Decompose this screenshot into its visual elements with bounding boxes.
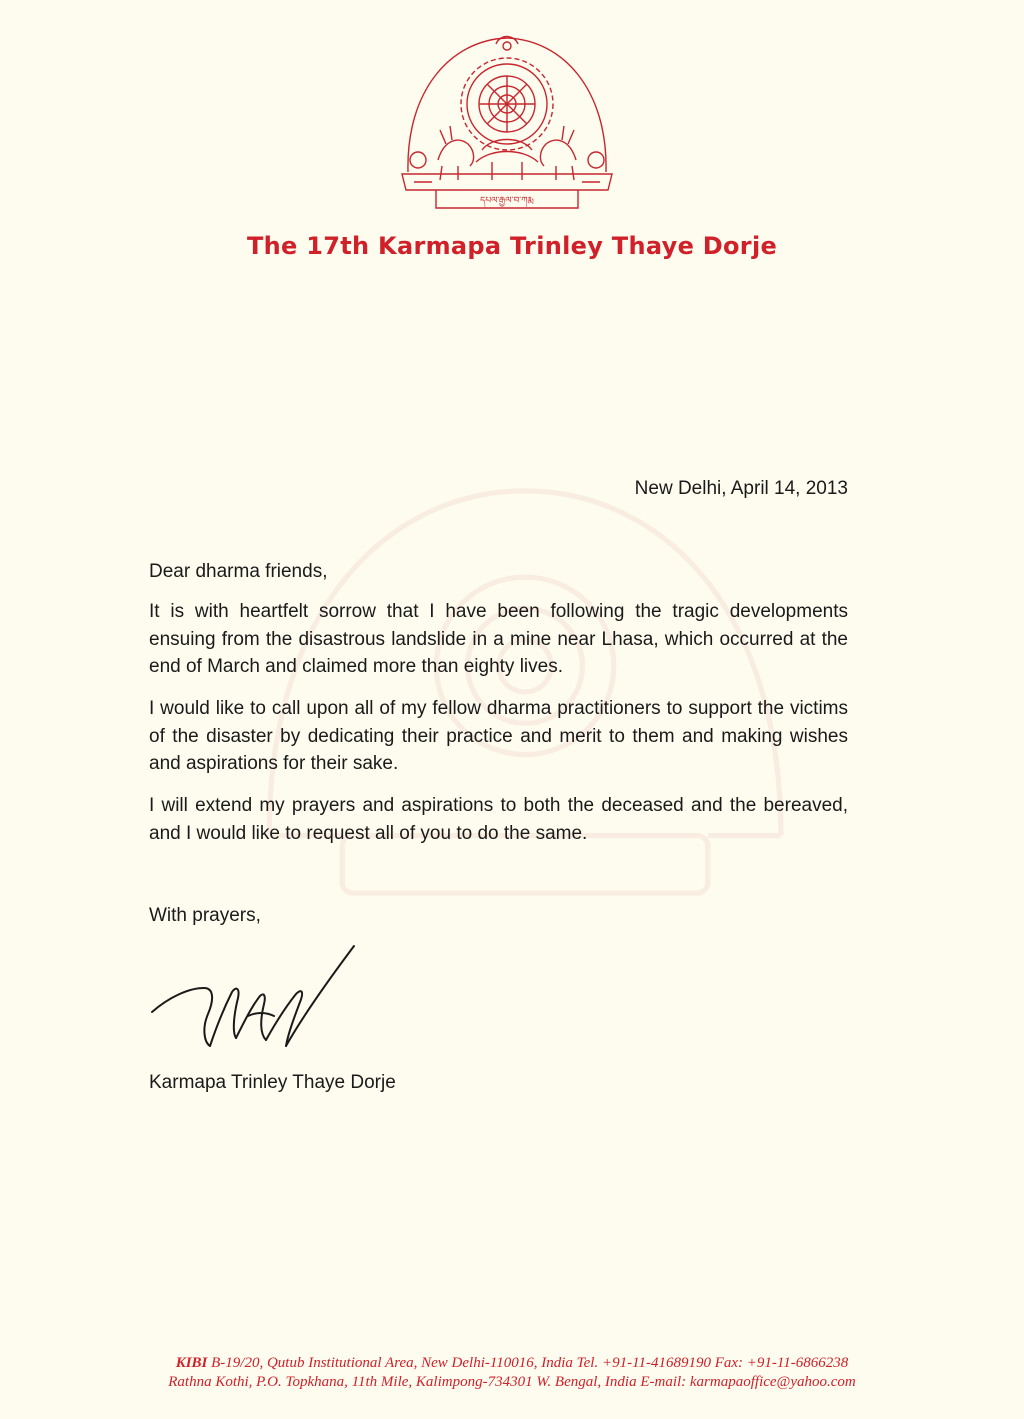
- body-paragraph-1: It is with heartfelt sorrow that I have been following the tragic developments ensuing from the disastrous landslide in a mine near Lhasa, which occurred at the end of March and claimed more than eighty lives.: [149, 601, 848, 677]
- dharma-wheel-emblem-icon: [396, 32, 618, 214]
- footer-line-2: Rathna Kothi, P.O. Topkhana, 11th Mile, Kalimpong-734301 W. Bengal, India E-mail: karmapaoffice@yahoo.com: [168, 1374, 856, 1390]
- footer-org-abbr: KIBI: [175, 1355, 208, 1371]
- body-paragraph-3: I will extend my prayers and aspirations to both the deceased and the bereaved, and I would like to request all of you to do the same.: [149, 795, 848, 844]
- salutation: Dear dharma friends,: [149, 561, 328, 582]
- signature-image: [148, 942, 358, 1054]
- date-line: New Delhi, April 14, 2013: [634, 478, 848, 499]
- footer-address-kalimpong: [0, 1373, 1024, 1392]
- closing: With prayers,: [149, 905, 261, 926]
- body-paragraph-2: I would like to call upon all of my fellow dharma practitioners to support the victims of the disaster by dedicating their practice and merit to them and making wishes and aspirations for their sake.: [149, 698, 848, 774]
- footer-line-1: B-19/20, Qutub Institutional Area, New Delhi-110016, India Tel. +91-11-41689190 Fax: +91-11-6866238: [211, 1355, 849, 1371]
- letterhead-title: The 17th Karmapa Trinley Thaye Dorje: [246, 232, 778, 260]
- footer-address-delhi: [0, 1354, 1024, 1373]
- emblem-inscription: དཔལ་རྒྱལ་བ་ཀརྨ: [480, 196, 534, 206]
- signer-name: Karmapa Trinley Thaye Dorje: [149, 1072, 396, 1093]
